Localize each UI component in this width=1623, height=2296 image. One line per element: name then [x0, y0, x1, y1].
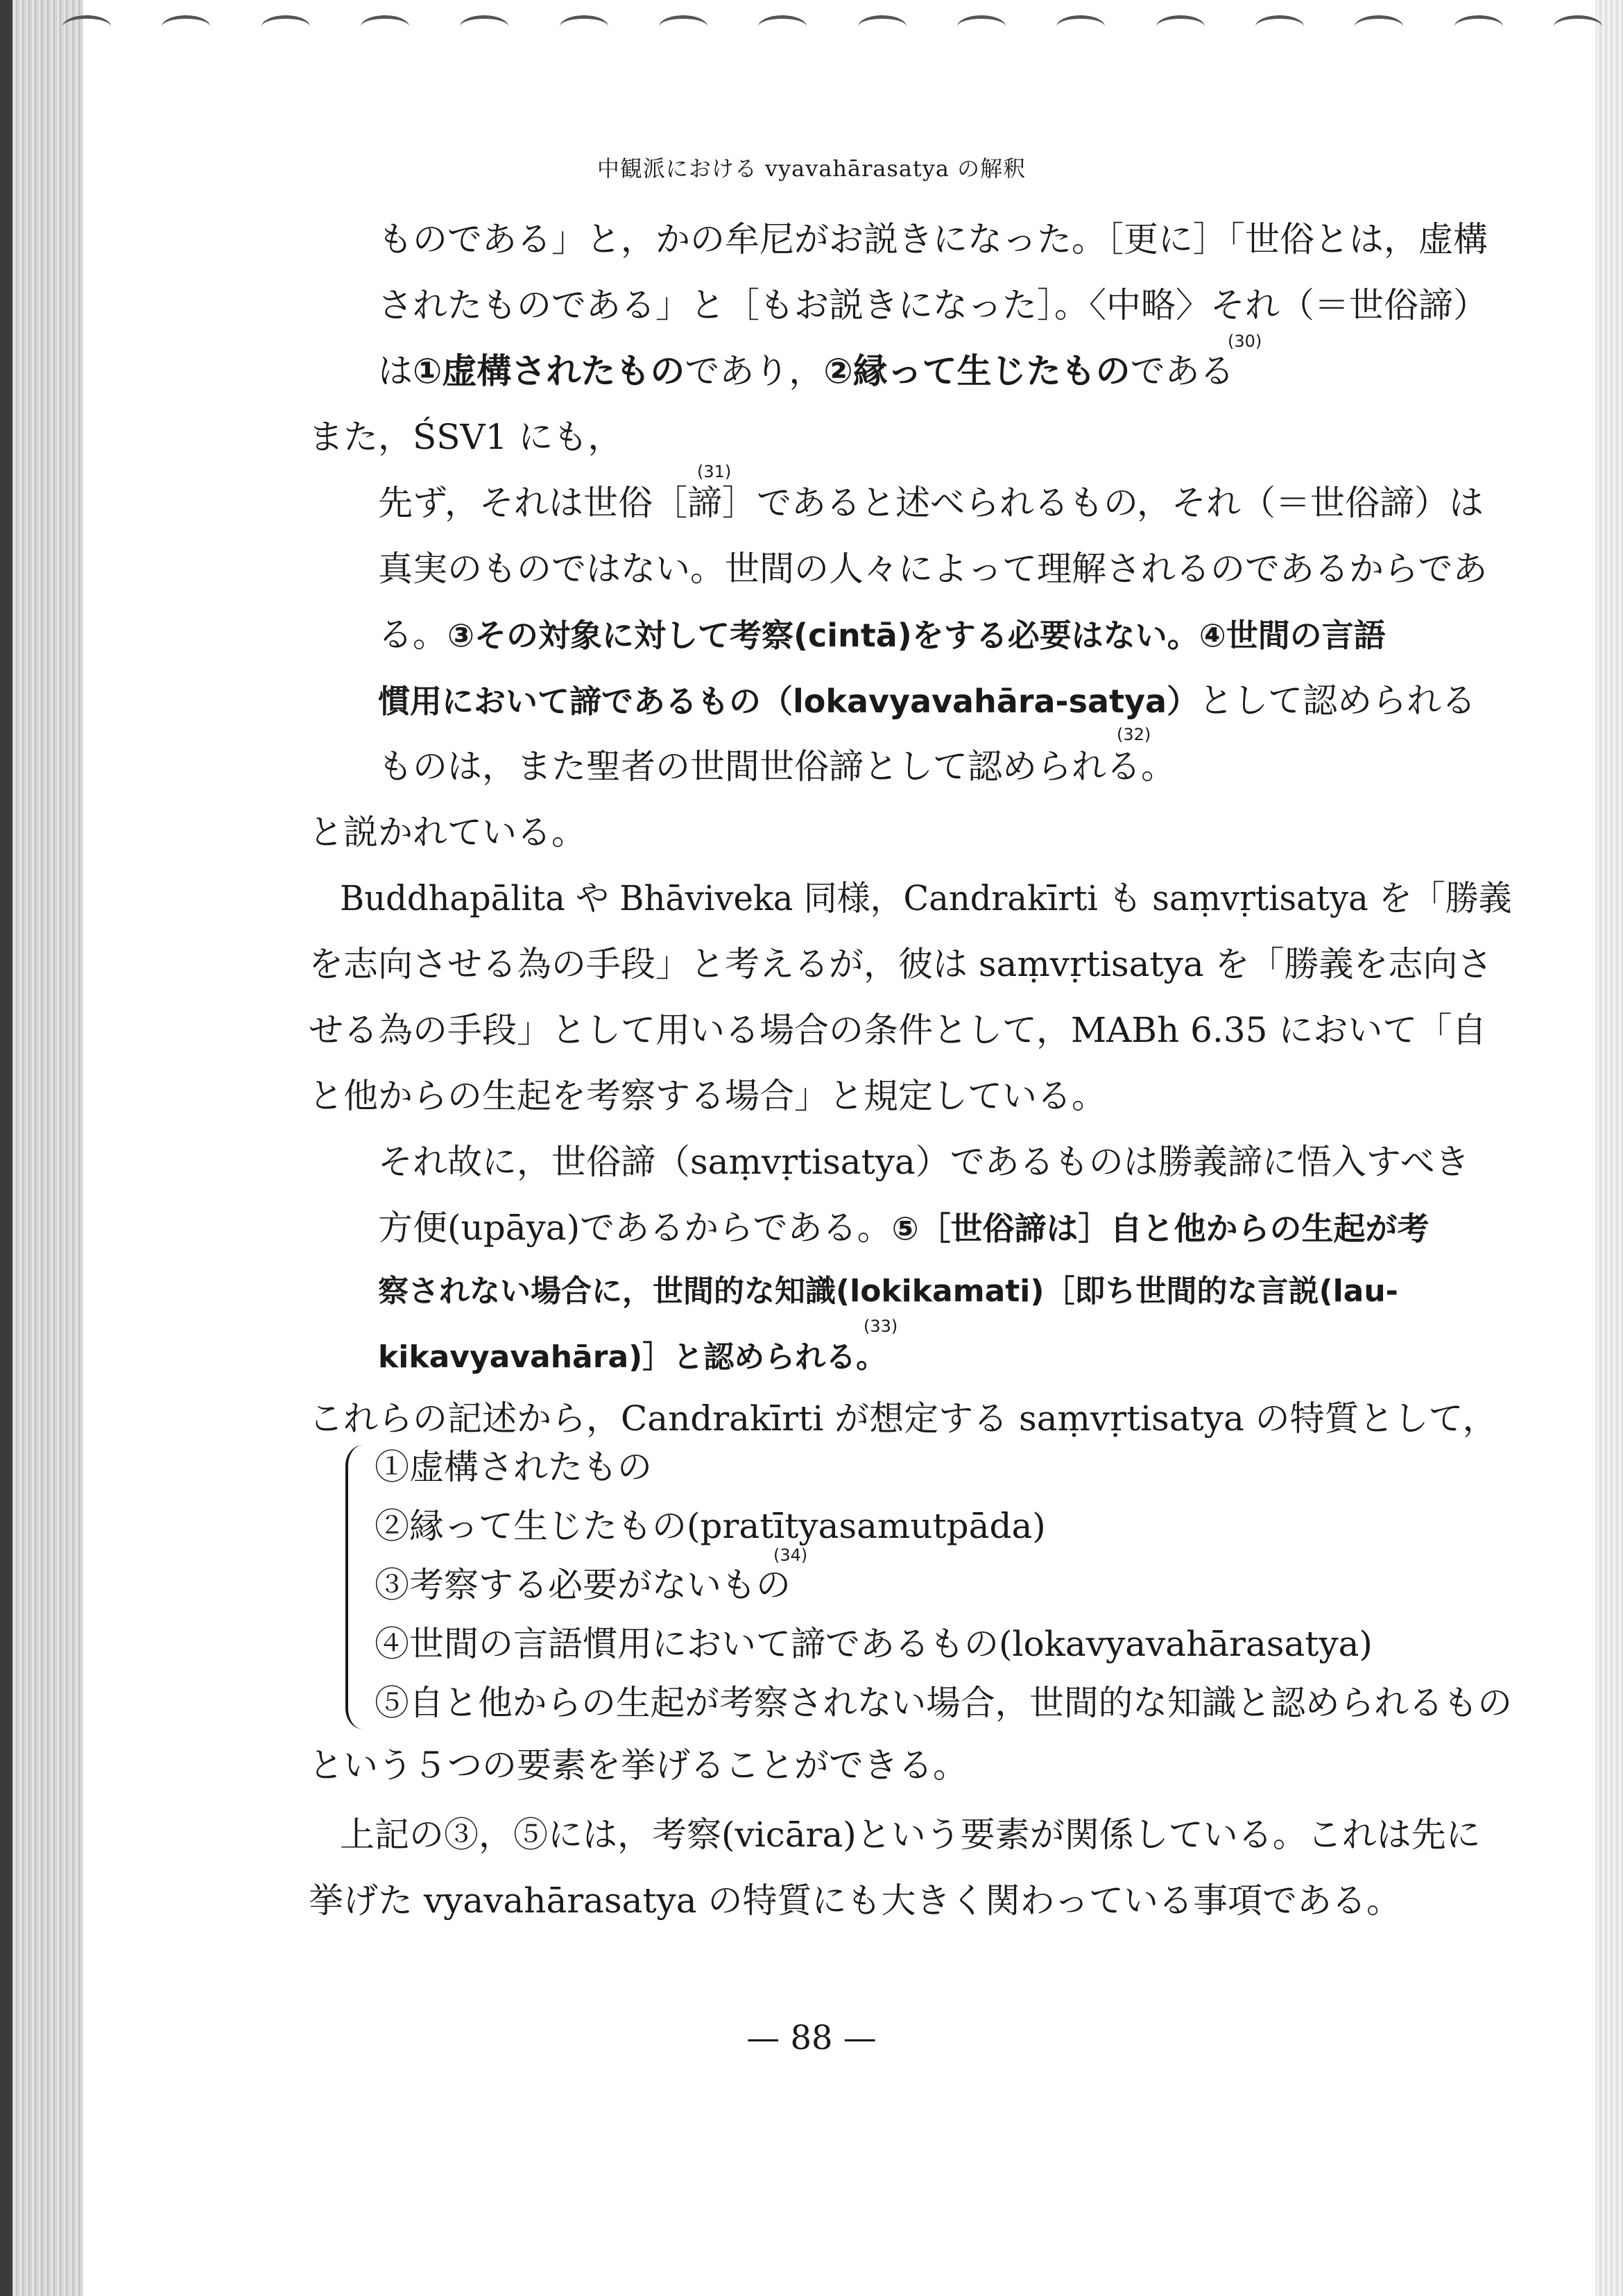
text-span: である: [1130, 351, 1235, 391]
text-line: と他からの生起を考察する場合」と規定している。: [309, 1076, 1106, 1116]
binding-hole: [560, 15, 608, 38]
text-span: 方便(upāya)であるからである。: [378, 1208, 892, 1248]
list-item: ④世間の言語慣用において諦であるもの(lokavyavahārasatya): [375, 1624, 1373, 1664]
binding-hole: [1554, 15, 1602, 38]
binding-hole: [1056, 15, 1105, 38]
text-line: ものである」と，かの牟尼がお説きになった。［更に］「世俗とは，虚構: [378, 219, 1488, 259]
bold-phrase: 慣用において諦であるもの（lokavyavahāra-satya）: [378, 683, 1199, 720]
scan-edge-right: [1595, 0, 1623, 2296]
binding-hole-row: [62, 15, 1602, 43]
binding-hole: [758, 15, 807, 38]
text-line-emphasis: [378, 615, 1386, 655]
text-line: [378, 483, 1484, 523]
footnote-marker: (31): [697, 462, 732, 481]
text-line: と説かれている。: [309, 812, 586, 853]
binding-hole: [261, 15, 310, 38]
text-line: 挙げた vyavahārasatya の特質にも大きく関わっている事項である。: [309, 1881, 1401, 1921]
text-span: る。: [378, 615, 447, 655]
binding-hole: [162, 15, 210, 38]
text-span: は: [378, 351, 413, 391]
bold-phrase: ①虚構されたもの: [413, 351, 685, 391]
footnote-marker: (34): [773, 1545, 808, 1565]
binding-hole: [659, 15, 707, 38]
list-item: ①虚構されたもの: [375, 1447, 652, 1487]
binding-hole: [62, 15, 111, 38]
text-line: という５つの要素を挙げることができる。: [309, 1745, 968, 1785]
text-line: これらの記述から，Candrakīrti が想定する saṃvṛtisatya の特質として，: [309, 1398, 1497, 1439]
text-line: 真実のものではない。世間の人々によって理解されるのであるからであ: [378, 549, 1488, 589]
text-line: せる為の手段」として用いる場合の条件として，MABh 6.35 において「自: [309, 1010, 1487, 1050]
text-line-emphasis: [378, 1208, 1429, 1248]
bold-phrase: ③その対象に対して考察(cintā)をする必要はない。④世間の言語: [447, 617, 1386, 654]
list-brace: [345, 1445, 366, 1729]
text-line-emphasis: [378, 351, 1235, 391]
text-line: また，ŚSV1 にも，: [309, 417, 623, 457]
text-span: として認められる: [1199, 680, 1477, 721]
binding-hole: [460, 15, 508, 38]
text-span: 先ず，それは世俗［諦: [378, 483, 722, 523]
bold-line: 察されない場合に，世間的な知識(lokikamati)［即ち世間的な言説(lau-: [378, 1274, 1398, 1309]
text-line: それ故に，世俗諦（saṃvṛtisatya）であるものは勝義諦に悟入すべき: [378, 1142, 1470, 1182]
text-line: Buddhapālita や Bhāviveka 同様，Candrakīrti も saṃvṛtisatya を「勝義: [340, 878, 1512, 918]
binding-hole: [858, 15, 907, 38]
scan-edge-left: [0, 0, 83, 2296]
text-line: ものは，また聖者の世間世俗諦として認められる。: [378, 746, 1176, 787]
footnote-marker: (30): [1228, 332, 1262, 351]
bold-phrase: ⑤［世俗諦は］自と他からの生起が考: [891, 1210, 1429, 1247]
scan-shadow-left: [0, 0, 12, 2296]
text-line-emphasis: [378, 680, 1477, 721]
binding-hole: [957, 15, 1006, 38]
text-line: を志向させる為の手段」と考えるが，彼は saṃvṛtisatya を「勝義を志向さ: [309, 944, 1493, 984]
text-span: であり，: [685, 351, 824, 391]
text-line: 上記の③，⑤には，考察(vicāra)という要素が関係している。これは先に: [340, 1815, 1481, 1855]
bold-phrase: ②縁って生じたもの: [823, 351, 1131, 391]
footnote-marker: (32): [1117, 725, 1151, 744]
list-item: ⑤自と他からの生起が考察されない場合，世間的な知識と認められるもの: [375, 1683, 1513, 1723]
page-number: — 88 —: [746, 2019, 877, 2057]
footnote-marker: (33): [864, 1317, 898, 1336]
running-header: 中観派における vyavahārasatya の解釈: [596, 155, 1027, 182]
binding-hole: [1156, 15, 1205, 38]
binding-hole: [1355, 15, 1403, 38]
binding-hole: [361, 15, 409, 38]
binding-hole: [1454, 15, 1503, 38]
list-item: ③考察する必要がないもの: [375, 1565, 791, 1605]
bold-line: kikavyavahāra)］と認められる。: [378, 1339, 887, 1375]
text-line: されたものである」と［もお説きになった］。〈中略〉それ（＝世俗諦）: [378, 285, 1488, 325]
binding-hole: [1255, 15, 1304, 38]
text-span: ］であると述べられるもの，それ（＝世俗諦）は: [722, 483, 1484, 523]
list-item: ②縁って生じたもの(pratītyasamutpāda): [375, 1506, 1046, 1546]
